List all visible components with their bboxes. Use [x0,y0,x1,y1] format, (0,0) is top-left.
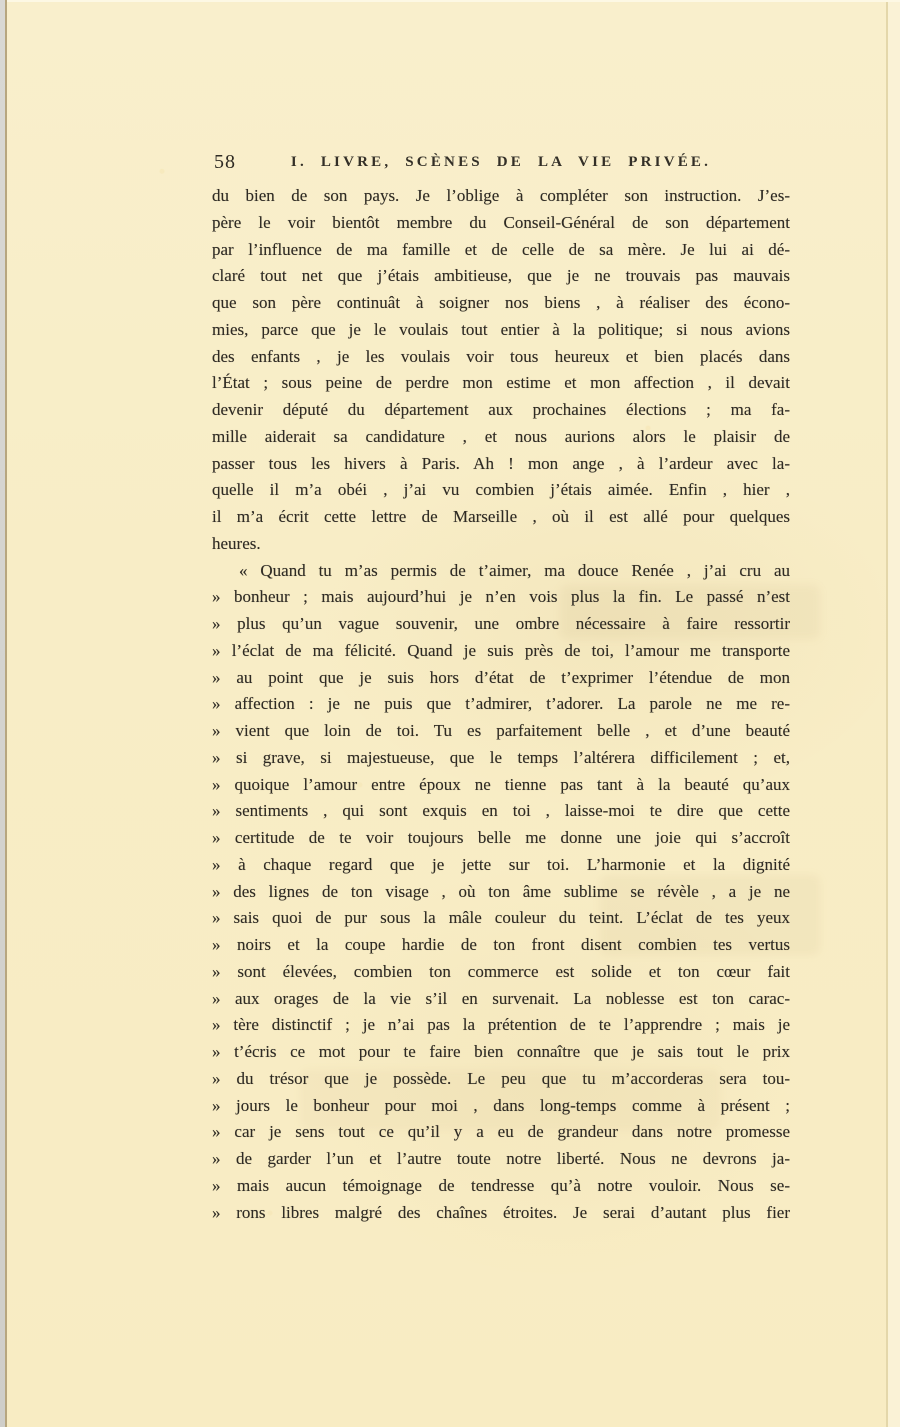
text-line: » plus qu’un vague souvenir, une ombre nécessaire à faire ressortir [212,614,790,633]
text-line: » sont élevées, combien ton commerce est solide et ton cœur fait [212,961,790,981]
text-line: » des lignes de ton visage , où ton âme sublime se révèle , a je ne [212,881,790,901]
text-line: » de garder l’un et l’autre toute notre liberté. Nous ne devrons ja- [212,1149,790,1168]
text-line: » quoique l’amour entre époux ne tienne pas tant à la beauté qu’aux [212,774,790,794]
text-line: » bonheur ; mais aujourd’hui je n’en vois plus la fin. Le passé n’est [212,587,790,607]
running-title: I. LIVRE, SCÈNES DE LA VIE PRIVÉE. [290,154,712,170]
text-line: » du trésor que je possède. Le peu que tu m’accorderas sera tou- [212,1068,790,1088]
paragraph-continuation [212,183,790,558]
page-edge-left-line [5,0,7,1427]
text-line: » l’éclat de ma félicité. Quand je suis près de toi, l’amour me transporte [212,640,790,660]
text-line: » aux orages de la vie s’il en survenait. La noblesse est ton carac- [212,988,790,1008]
text-line: l’État ; sous peine de perdre mon estime et mon affection , il devait [212,373,790,393]
text-line: » si grave, si majestueuse, que le temps l’altérera difficilement ; et, [212,747,790,767]
text-line: » à chaque regard que je jette sur toi. L’harmonie et la dignité [212,854,790,874]
text-line: « Quand tu m’as permis de t’aimer, ma douce Renée , j’ai cru au [239,560,790,580]
quoted-letter-paragraph [212,558,790,1227]
text-line: quelle il m’a obéi , j’ai vu combien j’étais aimée. Enfin , hier , [212,480,790,500]
text-line: heures. [212,533,261,553]
text-line: passer tous les hivers à Paris. Ah ! mon ange , à l’ardeur avec la- [212,453,790,473]
text-line: » sentiments , qui sont exquis en toi , laisse-moi te dire que cette [212,801,790,821]
text-line: que son père continuât à soigner nos biens , à réaliser des écono- [212,293,790,312]
text-line: mille aiderait sa candidature , et nous aurions alors le plaisir de [212,426,790,446]
text-line: » sais quoi de pur sous la mâle couleur du teint. L’éclat de tes yeux [212,908,790,928]
text-line: » rons libres malgré des chaînes étroites. Je serai d’autant plus fier [212,1202,790,1222]
text-line: » affection : je ne puis que t’admirer, t’adorer. La parole ne me re- [212,694,790,714]
text-line: par l’influence de ma famille et de celle de sa mère. Je lui ai dé- [212,239,790,259]
text-line: » certitude de te voir toujours belle me donne une joie qui s’accroît [212,828,790,847]
body-text [212,183,790,1226]
text-line: » car je sens tout ce qu’il y a eu de grandeur dans notre promesse [212,1122,790,1142]
text-line: » vient que loin de toi. Tu es parfaitement belle , et d’une beauté [212,721,790,740]
text-line: il m’a écrit cette lettre de Marseille , où il est allé pour quelques [212,507,790,526]
text-line: des enfants , je les voulais voir tous heureux et bien placés dans [212,346,790,366]
page-number: 58 [214,151,236,173]
text-line: » t’écris ce mot pour te faire bien connaître que je sais tout le prix [212,1042,790,1061]
page-edge-right-line [886,0,888,1427]
text-line: père le voir bientôt membre du Conseil-Général de son département [212,212,790,232]
text-line: » mais aucun témoignage de tendresse qu’à notre vouloir. Nous se- [212,1175,790,1195]
text-line: » tère distinctif ; je n’ai pas la prétention de te l’apprendre ; mais je [212,1015,790,1035]
page-content [212,150,790,1226]
page-header [212,150,790,176]
text-line: » noirs et la coupe hardie de ton front disent combien tes vertus [212,935,790,954]
text-line: » au point que je suis hors d’état de t’exprimer l’étendue de mon [212,667,790,687]
text-line: mies, parce que je le voulais tout entier à la politique; si nous avions [212,319,790,339]
text-line: claré tout net que j’étais ambitieuse, que je ne trouvais pas mauvais [212,266,790,286]
scan-edge-top [7,0,900,2]
text-line: du bien de son pays. Je l’oblige à compléter son instruction. J’es- [212,186,790,205]
text-line: devenir député du département aux prochaines élections ; ma fa- [212,400,790,419]
scan-edge-right [888,0,900,1427]
text-line: » jours le bonheur pour moi , dans long-temps comme à présent ; [212,1095,790,1115]
